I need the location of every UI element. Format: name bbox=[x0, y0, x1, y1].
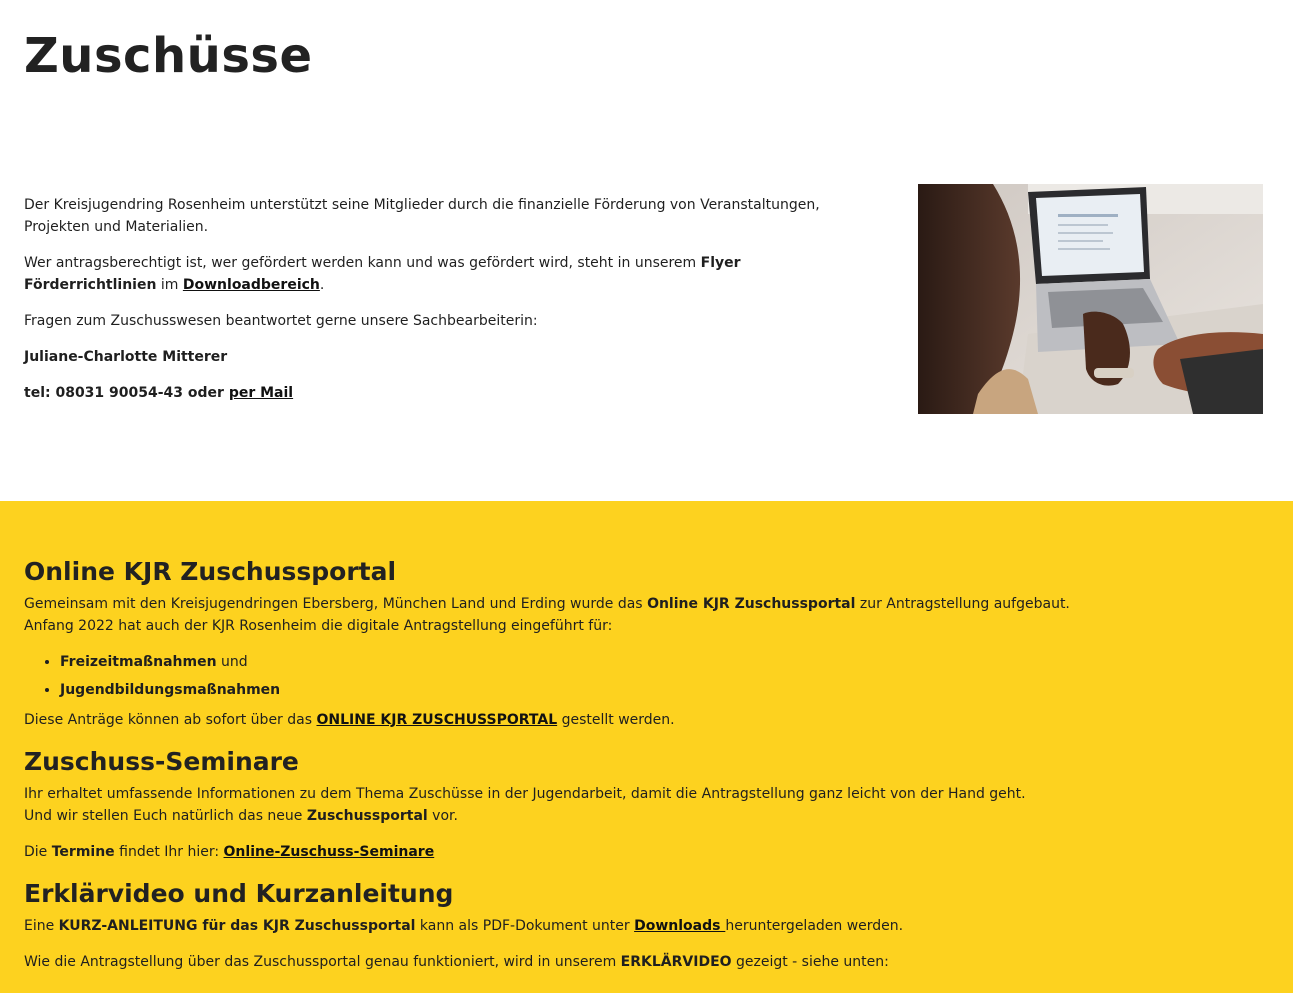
questions-paragraph: Fragen zum Zuschusswesen beantwortet gerne unsere Sachbearbeiterin: bbox=[24, 313, 538, 329]
list-item-text: und bbox=[216, 654, 248, 670]
eligibility-paragraph bbox=[24, 252, 854, 296]
portal-heading: Online KJR Zuschussportal bbox=[24, 557, 397, 586]
text: im bbox=[156, 277, 183, 293]
downloadbereich-link[interactable]: Downloadbereich bbox=[182, 277, 320, 293]
text: Eine bbox=[24, 918, 59, 934]
text: gezeigt - siehe unten: bbox=[731, 954, 889, 970]
text: Und wir stellen Euch natürlich das neue bbox=[24, 808, 307, 824]
list-item bbox=[60, 679, 1124, 701]
text: Die bbox=[24, 844, 52, 860]
page-title: Zuschüsse bbox=[24, 28, 313, 84]
video-paragraph bbox=[24, 951, 1124, 973]
list-item-bold: Freizeitmaßnahmen bbox=[60, 654, 217, 670]
text: zur Antragstellung aufgebaut. bbox=[855, 596, 1070, 612]
portal-link-paragraph bbox=[24, 709, 1124, 731]
intro-paragraph: Der Kreisjugendring Rosenheim unterstützt seine Mitglieder durch die finanzielle Förderung von Veranstaltungen, Projekten und Materialien. bbox=[24, 197, 820, 235]
video-heading: Erklärvideo und Kurzanleitung bbox=[24, 879, 454, 908]
laptop-photo-image bbox=[918, 184, 1263, 414]
text: kann als PDF-Dokument unter bbox=[415, 918, 635, 934]
laptop-photo bbox=[918, 184, 1263, 414]
text-bold: ERKLÄRVIDEO bbox=[620, 954, 732, 970]
seminare-paragraph bbox=[24, 783, 1124, 827]
text: Anfang 2022 hat auch der KJR Rosenheim die digitale Antragstellung eingeführt für: bbox=[24, 618, 613, 634]
list-item bbox=[60, 651, 1124, 673]
kurzanleitung-paragraph bbox=[24, 915, 1124, 937]
text: Wie die Antragstellung über das Zuschussportal genau funktioniert, wird in unserem bbox=[24, 954, 621, 970]
intro-section bbox=[24, 194, 854, 418]
text: vor. bbox=[427, 808, 458, 824]
contact-tel bbox=[24, 382, 854, 404]
measures-list bbox=[60, 651, 1124, 701]
downloads-link[interactable]: Downloads bbox=[634, 918, 726, 934]
zuschussportal-link[interactable]: ONLINE KJR ZUSCHUSSPORTAL bbox=[316, 712, 558, 728]
list-item-bold: Jugendbildungsmaßnahmen bbox=[60, 682, 281, 698]
mail-link[interactable]: per Mail bbox=[228, 385, 294, 401]
portal-name: Online KJR Zuschussportal bbox=[647, 596, 856, 612]
text: findet Ihr hier: bbox=[114, 844, 224, 860]
text-bold: Termine bbox=[51, 844, 115, 860]
text: Gemeinsam mit den Kreisjugendringen Ebersberg, München Land und Erding wurde das bbox=[24, 596, 648, 612]
portal-paragraph bbox=[24, 593, 1124, 637]
text-bold: KURZ-ANLEITUNG für das KJR Zuschussportal bbox=[58, 918, 416, 934]
text: gestellt werden. bbox=[557, 712, 675, 728]
text: heruntergeladen werden. bbox=[725, 918, 904, 934]
text: Ihr erhaltet umfassende Informationen zu dem Thema Zuschüsse in der Jugendarbeit, damit die Antragstellung ganz leicht von der Hand geht. bbox=[24, 786, 1026, 802]
termine-paragraph bbox=[24, 841, 1124, 863]
contact-tel-text: tel: 08031 90054-43 oder bbox=[24, 385, 229, 401]
text: . bbox=[319, 277, 325, 293]
seminare-link[interactable]: Online-Zuschuss-Seminare bbox=[223, 844, 435, 860]
seminare-heading: Zuschuss-Seminare bbox=[24, 747, 299, 776]
contact-name-text: Juliane-Charlotte Mitterer bbox=[24, 349, 228, 365]
contact-name bbox=[24, 346, 854, 368]
text: Diese Anträge können ab sofort über das bbox=[24, 712, 317, 728]
flyer-label: Flyer Förderrichtlinien bbox=[24, 255, 741, 293]
text-bold: Zuschussportal bbox=[306, 808, 428, 824]
text: Wer antragsberechtigt ist, wer gefördert werden kann und was gefördert wird, steht in unserem bbox=[24, 255, 701, 271]
portal-section bbox=[0, 501, 1293, 993]
